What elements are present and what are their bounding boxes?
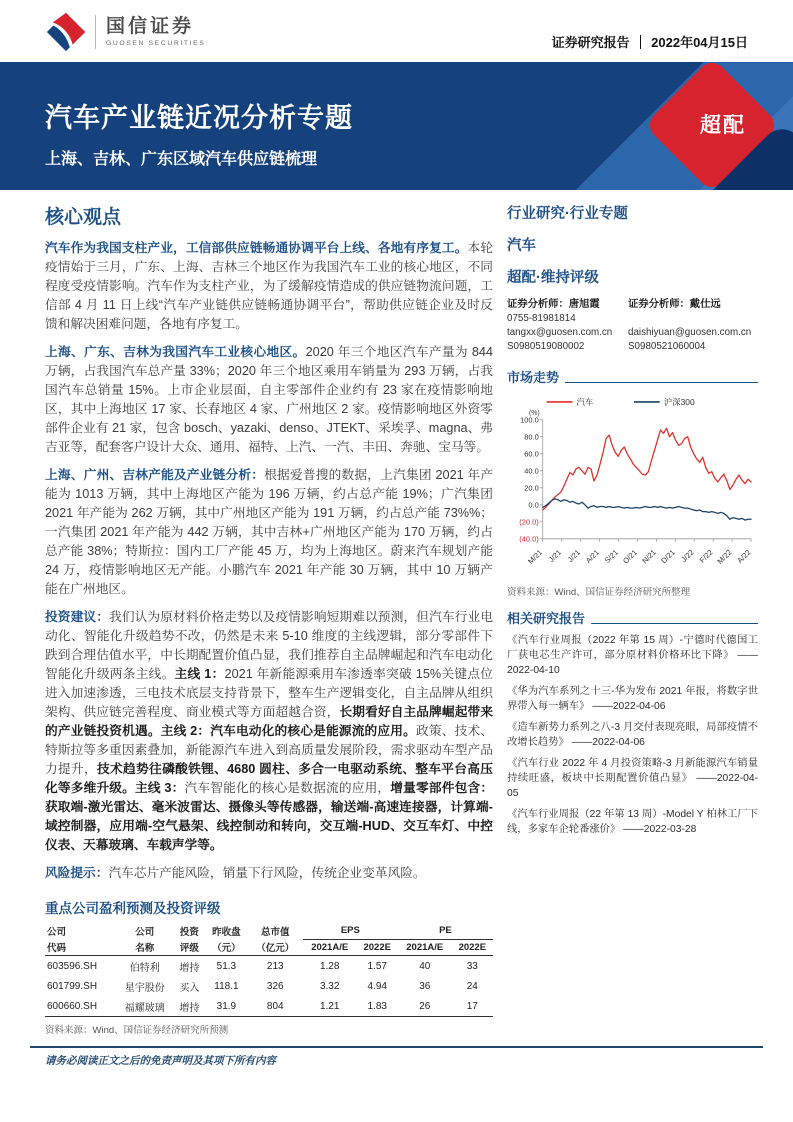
table-source: 资料来源：Wind、国信证券经济研究所预测 — [45, 1025, 229, 1036]
svg-text:A/21: A/21 — [583, 547, 601, 565]
reports-list — [507, 633, 758, 837]
report-link[interactable]: 《造车新势力系列之八-3 月交付表现亮眼，局部疫情不改增长趋势》 ——2022-04-06 — [507, 721, 758, 748]
sidebar-column — [507, 202, 758, 1036]
page-header — [0, 0, 793, 62]
table-row: 603596.SH 伯特利 增持 51.3 213 1.28 1.57 40 33 — [47, 960, 478, 974]
svg-text:(%): (%) — [528, 409, 540, 417]
svg-text:汽车: 汽车 — [576, 396, 594, 407]
report-title: 汽车产业链近况分析专题 — [45, 103, 353, 133]
svg-text:0.0: 0.0 — [528, 500, 539, 510]
svg-text:S/21: S/21 — [602, 547, 620, 565]
brand-name-en: GUOSEN SECURITIES — [106, 39, 206, 47]
svg-text:40.0: 40.0 — [524, 466, 539, 476]
svg-text:D/21: D/21 — [659, 547, 677, 566]
svg-text:A/22: A/22 — [735, 547, 753, 565]
core-paragraph: 上海、广州、吉林产能及产业链分析：根据爱普搜的数据，上汽集团 2021 年产能为 1013 万辆，其中上海地区产能为 196 万辆，约占总产能 19%；广汽集团 2021 年产能为 262 万辆，其中广州地区产能为 191 万辆，约占总产能 73%%；一汽集团 2021 年产能为 442 万辆，其中吉林+广州地区产能为 170 万辆，约占总产能 38%；特斯拉：国内工厂产能 45 万，均为上海地区。蔚来汽车规划产能 24 万，疫情影响地区无产能。小鹏汽车 2021 年产能 30 万辆，其中 10 万辆产能在广州地区。 — [45, 468, 494, 596]
core-views-title: 核心观点 — [45, 207, 122, 228]
rating-label: 超配·维持评级 — [507, 270, 599, 286]
svg-text:J/21: J/21 — [565, 547, 583, 565]
core-paragraph: 上海、广东、吉林为我国汽车工业核心地区。2020 年三个地区汽车产量为 844 万辆，占我国汽车总产量 33%；2020 年三个地区乘用车销量为 293 万辆，占我国汽车总销量 15%。上市企业层面，自主零部件企业约有 23 家在疫情影响地区，其中上海地区 17 家、长春地区 4 家、广州地区 2 家。疫情影响地区外资零部件企业有 21 家，包含 bosch、yazaki、denso、JTEKT、采埃孚、magna、弗吉亚等，配套客户设计大众、通用、福特、上汽、一汽、丰田、奔驰、宝马等。 — [45, 345, 493, 454]
analyst-2-sac: S0980521060004 — [628, 341, 706, 352]
disclaimer-text: 请务必阅读正文之后的免责声明及其项下所有内容 — [45, 1055, 276, 1067]
analyst-1-sac: S0980519080002 — [507, 341, 585, 352]
category-label: 行业研究·行业专题 — [507, 206, 628, 222]
main-column — [45, 202, 493, 1036]
svg-text:(40.0): (40.0) — [519, 534, 539, 544]
svg-text:M/22: M/22 — [715, 547, 734, 566]
report-date: 2022年04月15日 — [651, 35, 748, 50]
logo-divider — [95, 15, 96, 49]
chart-source: 资料来源：Wind、国信证券经济研究所整理 — [507, 586, 691, 598]
related-reports-title: 相关研究报告 — [507, 610, 586, 626]
analyst-1-label: 证券分析师：唐旭霞 — [507, 299, 600, 310]
guosen-logo-icon — [45, 11, 87, 53]
svg-text:N/21: N/21 — [640, 547, 658, 566]
core-paragraph: 风险提示：汽车芯片产能风险，销量下行风险，传统企业变革风险。 — [45, 866, 426, 880]
report-link[interactable]: 《汽车行业周报（22 年第 13 周）-Model Y 柏林工厂下线，多家车企轮番涨价》 ——2022-03-28 — [507, 808, 758, 835]
svg-text:100.0: 100.0 — [520, 415, 539, 425]
header-separator — [640, 35, 642, 49]
svg-text:F/22: F/22 — [697, 547, 715, 565]
svg-text:M/21: M/21 — [526, 547, 545, 566]
report-type-label: 证券研究报告 — [551, 35, 630, 50]
analyst-1-email[interactable]: tangxx@guosen.com.cn — [507, 327, 613, 338]
table-row: 600660.SH 福耀玻璃 增持 31.9 804 1.21 1.83 26 17 — [45, 996, 493, 1017]
report-link[interactable]: 《华为汽车系列之十三-华为发布 2021 年报，将数字世界带入每一辆车》 ——2022-04-06 — [507, 685, 758, 712]
report-link[interactable]: 《汽车行业周报（2022 年第 15 周）-宁德时代德国工厂获电芯生产许可，部分原材料价格环比下降》 ——2022-04-10 — [507, 634, 758, 676]
title-banner — [0, 62, 793, 190]
analyst-1-phone: 0755-81981814 — [507, 313, 576, 324]
market-trend-title: 市场走势 — [507, 370, 560, 385]
svg-text:80.0: 80.0 — [524, 432, 539, 442]
svg-text:60.0: 60.0 — [524, 449, 539, 459]
analyst-2-label: 证券分析师：戴仕远 — [628, 299, 721, 310]
report-subtitle: 上海、吉林、广东区域汽车供应链梳理 — [45, 151, 318, 168]
market-trend-rule — [565, 382, 758, 383]
svg-text:O/21: O/21 — [621, 547, 639, 566]
related-reports-rule — [591, 623, 758, 624]
svg-text:J/22: J/22 — [679, 547, 696, 565]
market-trend-chart — [507, 392, 758, 582]
core-paragraph: 汽车作为我国支柱产业，工信部供应链畅通协调平台上线、各地有序复工。本轮疫情始于三月，广东、上海、吉林三个地区作为我国汽车工业的核心地区，不同程度受疫情影响。汽车作为支柱产业，为了缓解疫情造成的供应链物流问题，工信部 4 月 11 日上线“汽车产业链供应链畅通协调平台”，帮助供应链企业及时反馈和解决困难问题，各地有序复工。 — [45, 241, 494, 331]
svg-text:沪深300: 沪深300 — [663, 396, 695, 407]
analyst-block — [507, 298, 758, 353]
svg-text:20.0: 20.0 — [524, 483, 539, 493]
table-row: 601799.SH 星宇股份 买入 118.1 326 3.32 4.94 36 24 — [47, 980, 478, 994]
companies-table-title: 重点公司盈利预测及投资评级 — [45, 901, 221, 916]
analyst-2-phone — [628, 312, 758, 325]
brand-name-cn: 国信证券 — [106, 16, 195, 38]
analyst-2-email[interactable]: daishiyuan@guosen.com.cn — [628, 327, 752, 338]
report-link[interactable]: 《汽车行业 2022 年 4 月投资策略-3 月新能源汽车销量持续旺盛，板块中长期配置价值凸显》 ——2022-04-05 — [507, 757, 758, 799]
brand-logo — [45, 11, 205, 53]
svg-text:J/21: J/21 — [546, 547, 564, 565]
svg-text:(20.0): (20.0) — [519, 517, 539, 527]
core-paragraphs — [45, 239, 493, 883]
page-footer — [30, 1046, 763, 1068]
companies-table: 公司 公司 投资 昨收盘 总市值 EPS PE 代码 名称 评级 （元） （亿元） 2021A/E 2022E 2021A/E 2022E 603596.SH 伯特利 增持 51.3 213 1.28 1.57 40 33 601799.SH 星宇股份 买入 118.1 326 3.32 4.94 36 24 600660.SH 福耀玻璃 增持 31.9 804 1.21 1.83 26 17 — [45, 923, 493, 1017]
industry-label: 汽车 — [507, 238, 536, 254]
rating-badge: 超配 — [700, 114, 746, 137]
core-paragraph: 投资建议：我们认为原材料价格走势以及疫情影响短期难以预测，但汽车行业电动化、智能化升级趋势不改，仍然是未来 5-10 维度的主线逻辑，部分零部件下跌到合理估值水平，中长期配置价值凸显，我们推荐自主品牌崛起和汽车电动化智能化升级两条主线。主线 1：2021 年新能源乘用车渗透率突破 15%关键点位进入加速渗透，三电技术底层支持背景下，整车生产逻辑变化，自主品牌从组织架构、供应链完善程度、商业模式等方面超越合资，长期看好自主品牌崛起带来的产业链投资机遇。主线 2：汽车电动化的核心是能源流的应用。政策、技术、特斯拉等多重因素叠加，新能源汽车进入到高质量发展阶段，需求驱动车型产品力提升，技术趋势往磷酸铁锂、4680 圆柱、多合一电驱动系统、整车平台高压化等多维升级。主线 3：汽车智能化的核心是数据流的应用，增量零部件包含：获取端-激光雷达、毫米波雷达、摄像头等传感器，输送端-高速连接器，计算端-域控制器，应用端-空气悬架、线控制动和转向，交互端-HUD、交互车灯、中控仪表、天幕玻璃、车载声学等。 — [45, 610, 494, 852]
